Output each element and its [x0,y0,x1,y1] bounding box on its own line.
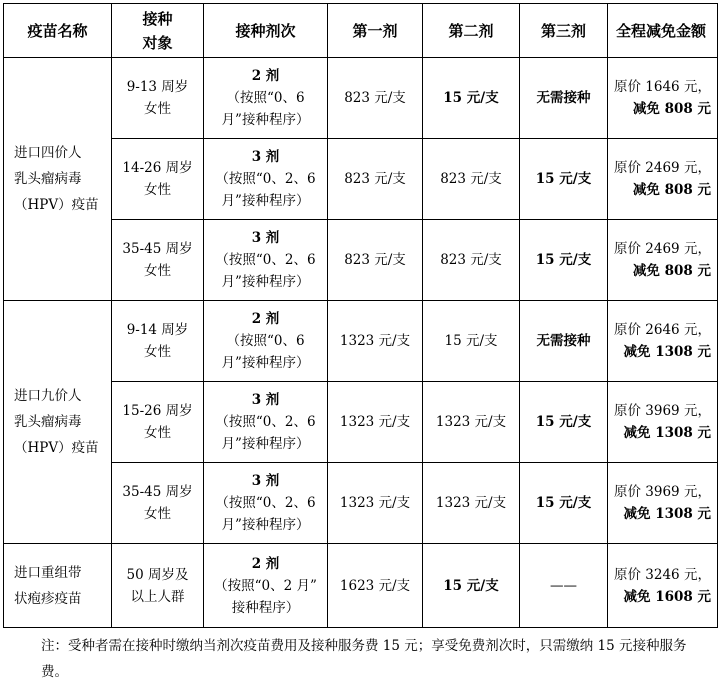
dose-count: 2 剂 [251,555,280,572]
schedule-line: 月”接种程序） [221,274,310,290]
vaccine-name-line: 状疱疹疫苗 [14,590,82,607]
target-cell [112,220,204,301]
original-price: 原价 2469 元， [614,241,711,257]
total-reduction-cell [608,58,718,139]
schedule-cell [204,58,328,139]
schedule-line: （按照“0、2 月” [214,577,317,594]
total-reduction-cell [608,220,718,301]
vaccine-name-line: （HPV）疫苗 [14,440,99,456]
second-dose-cell: 15 元/支 [423,544,520,628]
total-reduction-cell [608,382,718,463]
vaccine-name-cell [4,544,112,628]
target-cell [112,58,204,139]
schedule-line: 月”接种程序） [221,436,310,452]
first-dose-cell: 1323 元/支 [328,463,423,544]
original-price: 原价 2646 元， [614,322,711,338]
third-dose-cell: 无需接种 [520,301,608,382]
schedule-cell [204,301,328,382]
first-dose-cell: 823 元/支 [328,139,423,220]
dose-count: 3 剂 [251,230,280,246]
first-dose-cell: 1623 元/支 [328,544,423,628]
schedule-cell [204,139,328,220]
reduction-amount: 减免 1608 元 [623,588,711,605]
reduction-amount: 减免 808 元 [632,263,711,279]
schedule-line: （按照“0、6 [226,333,305,349]
third-dose-cell: 15 元/支 [520,382,608,463]
table-row [4,301,718,382]
target-line: 以上人群 [130,588,185,605]
vaccine-name-line: （HPV）疫苗 [14,197,99,213]
vaccine-name-line: 进口四价人 [14,145,82,161]
vaccine-name-line: 乳头瘤病毒 [14,171,82,187]
original-price: 原价 3969 元， [614,403,711,419]
second-dose-cell: 1323 元/支 [423,463,520,544]
reduction-amount: 减免 808 元 [632,101,711,117]
third-dose-cell: 15 元/支 [520,220,608,301]
reduction-amount: 减免 1308 元 [623,506,711,522]
first-dose-cell: 823 元/支 [328,220,423,301]
target-line: 女性 [144,344,171,360]
third-dose-cell: 15 元/支 [520,463,608,544]
reduction-amount: 减免 1308 元 [623,425,711,441]
third-dose-cell: 无需接种 [520,58,608,139]
vaccine-name-cell [4,58,112,301]
target-cell [112,463,204,544]
schedule-line: （按照“0、2、6 [215,495,316,511]
schedule-line: 月”接种程序） [221,517,310,533]
schedule-line: （按照“0、6 [226,90,305,106]
original-price: 原价 3969 元， [614,484,711,500]
target-cell [112,301,204,382]
vaccine-name-line: 乳头瘤病毒 [14,414,82,430]
first-dose-cell: 823 元/支 [328,58,423,139]
total-reduction-cell [608,463,718,544]
original-price: 原价 3246 元， [614,566,711,583]
schedule-cell [204,544,328,628]
schedule-line: 月”接种程序） [221,355,310,371]
second-dose-cell: 15 元/支 [423,301,520,382]
second-dose-cell: 823 元/支 [423,139,520,220]
table-row [4,139,718,220]
table-header-row [4,4,718,58]
header-schedule: 接种剂次 [204,4,328,58]
schedule-cell [204,382,328,463]
table-row [4,544,718,628]
third-dose-cell: —— [520,544,608,628]
dose-count: 3 剂 [251,392,280,408]
schedule-line: （按照“0、2、6 [215,414,316,430]
original-price: 原价 2469 元， [614,160,711,176]
header-first-dose: 第一剂 [328,4,423,58]
target-line: 9-14 周岁 [126,322,189,338]
schedule-cell [204,463,328,544]
schedule-line: 接种程序） [231,599,300,616]
target-line: 14-26 周岁 [122,160,193,176]
dose-count: 3 剂 [251,149,280,165]
schedule-line: （按照“0、2、6 [215,171,316,187]
target-line: 15-26 周岁 [122,403,193,419]
total-reduction-cell [608,139,718,220]
first-dose-cell: 1323 元/支 [328,382,423,463]
second-dose-cell: 823 元/支 [423,220,520,301]
target-cell [112,139,204,220]
target-cell [112,544,204,628]
first-dose-cell: 1323 元/支 [328,301,423,382]
vaccine-name-cell [4,301,112,544]
header-third-dose: 第三剂 [520,4,608,58]
target-line: 35-45 周岁 [122,241,193,257]
target-line: 女性 [144,182,171,198]
table-row [4,463,718,544]
header-total-reduction: 全程减免金额 [608,4,718,58]
schedule-line: 月”接种程序） [221,193,310,209]
target-line: 女性 [144,506,171,522]
original-price: 原价 1646 元， [614,79,711,95]
footnote: 注：受种者需在接种时缴纳当剂次疫苗费用及接种服务费 15 元；享受免费剂次时，只需缴纳 15 元接种服务费。 [41,638,687,680]
vaccine-name-line: 进口重组带 [14,564,82,581]
header-vaccine-name: 疫苗名称 [4,4,112,58]
header-target: 接种对象 [112,4,204,58]
target-line: 35-45 周岁 [122,484,193,500]
target-line: 女性 [144,263,171,279]
dose-count: 2 剂 [251,68,280,84]
dose-count: 2 剂 [251,311,280,327]
dose-count: 3 剂 [251,473,280,489]
target-line: 女性 [144,101,171,117]
total-reduction-cell [608,544,718,628]
second-dose-cell: 15 元/支 [423,58,520,139]
schedule-line: 月”接种程序） [221,112,310,128]
target-line: 50 周岁及 [126,566,189,583]
header-second-dose: 第二剂 [423,4,520,58]
target-line: 9-13 周岁 [126,79,189,95]
total-reduction-cell [608,301,718,382]
vaccine-fee-table [3,3,718,628]
third-dose-cell: 15 元/支 [520,139,608,220]
schedule-cell [204,220,328,301]
schedule-line: （按照“0、2、6 [215,252,316,268]
target-line: 女性 [144,425,171,441]
target-cell [112,382,204,463]
vaccine-name-line: 进口九价人 [14,388,82,404]
reduction-amount: 减免 808 元 [632,182,711,198]
table-row [4,220,718,301]
second-dose-cell: 1323 元/支 [423,382,520,463]
table-row [4,58,718,139]
reduction-amount: 减免 1308 元 [623,344,711,360]
table-row [4,382,718,463]
